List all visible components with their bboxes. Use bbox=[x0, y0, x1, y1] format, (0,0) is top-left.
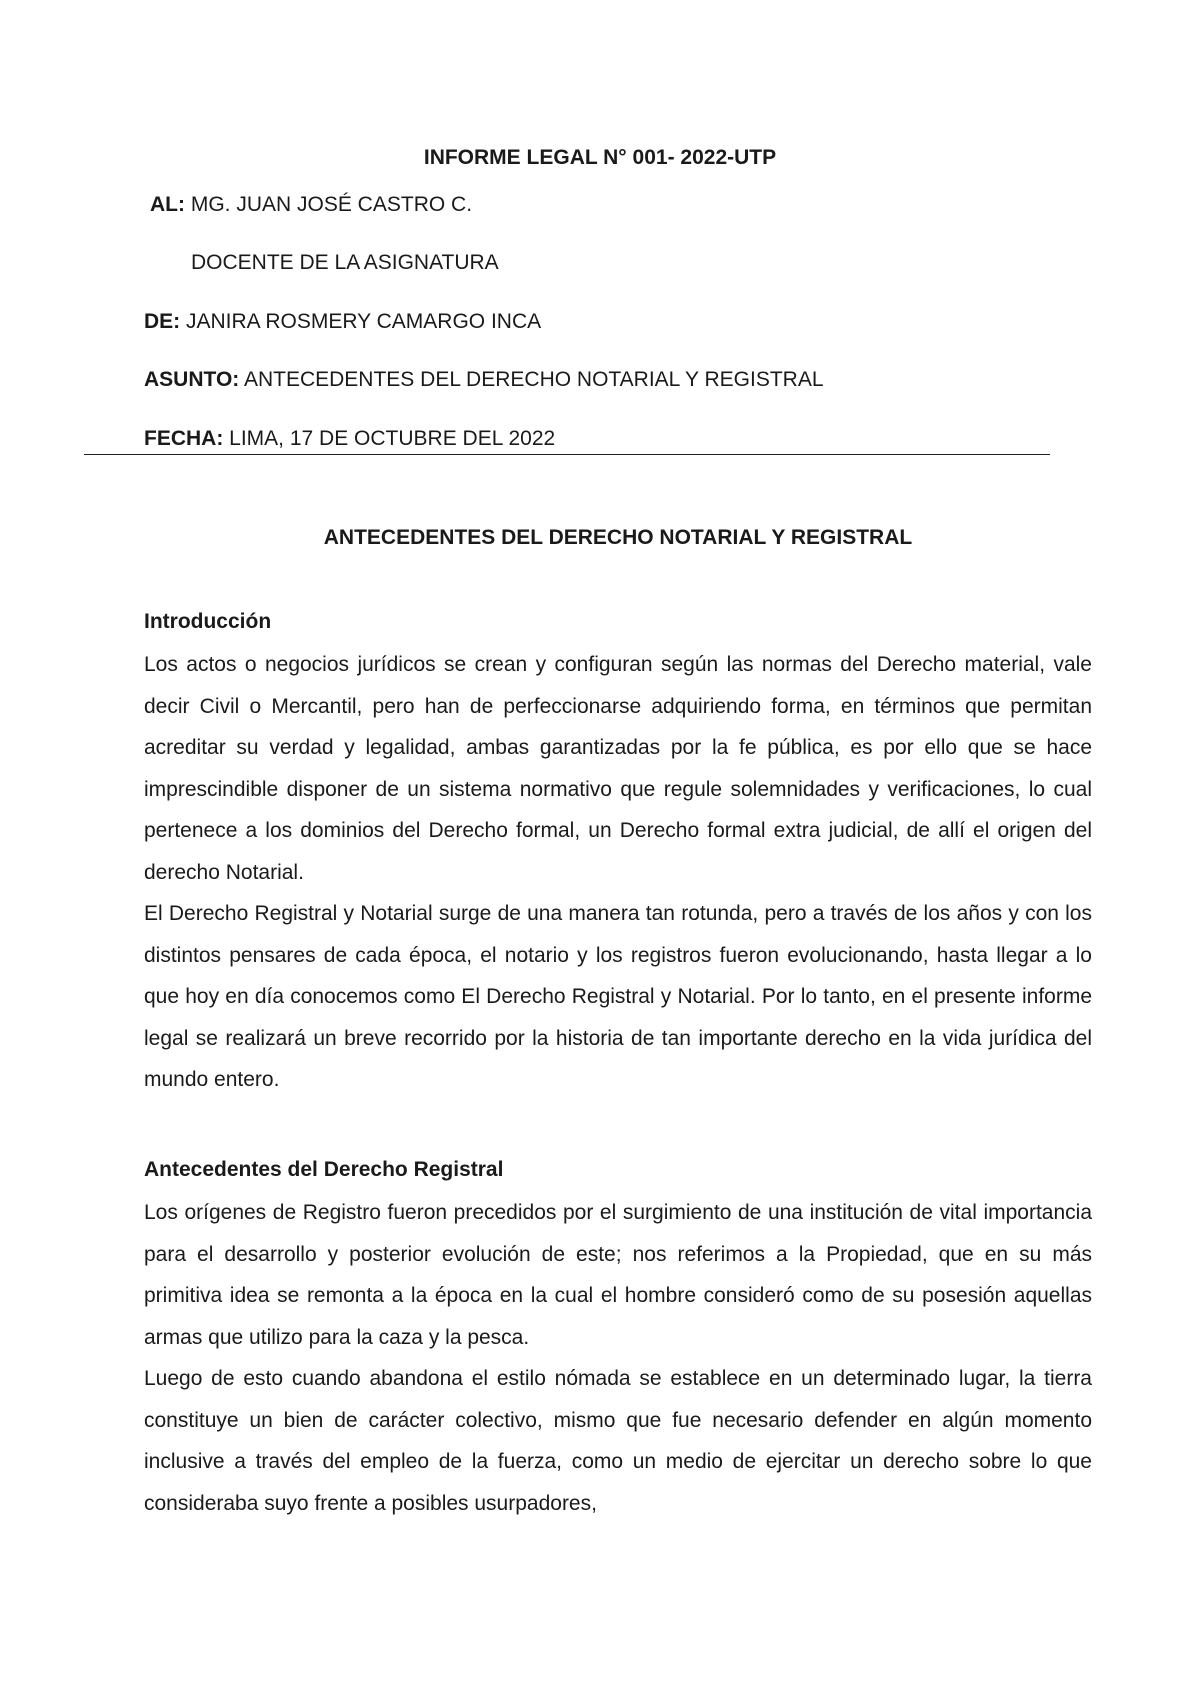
registral-body bbox=[144, 1192, 1092, 1524]
de-label: DE: bbox=[144, 310, 181, 333]
header-divider bbox=[84, 454, 1050, 455]
registral-heading: Antecedentes del Derecho Registral bbox=[144, 1158, 504, 1181]
de-value: JANIRA ROSMERY CAMARGO INCA bbox=[180, 310, 542, 333]
intro-heading: Introducción bbox=[144, 610, 272, 633]
section-title: ANTECEDENTES DEL DERECHO NOTARIAL Y REGISTRAL bbox=[323, 526, 913, 549]
intro-body bbox=[144, 644, 1092, 1101]
header-asunto bbox=[144, 367, 824, 393]
header-de bbox=[144, 309, 541, 335]
header-al-subtitle: DOCENTE DE LA ASIGNATURA bbox=[191, 251, 499, 274]
asunto-label: ASUNTO: bbox=[144, 368, 240, 391]
fecha-label: FECHA: bbox=[144, 427, 224, 450]
header-fecha bbox=[144, 426, 555, 452]
intro-paragraph-2: El Derecho Registral y Notarial surge de una manera tan rotunda, pero a través de los años y con los distintos pensares de cada época, el notario y los registros fueron evolucionando, hasta llegar a lo que hoy en día conocemos como El Derecho Registral y Notarial. Por lo tanto, en el presente informe legal se realizará un breve recorrido por la historia de tan importante derecho en la vida jurídica del mundo entero. bbox=[144, 902, 1092, 1091]
fecha-value: LIMA, 17 DE OCTUBRE DEL 2022 bbox=[223, 427, 556, 450]
registral-paragraph-1: Los orígenes de Registro fueron precedidos por el surgimiento de una institución de vital importancia para el desarrollo y posterior evolución de este; nos referimos a la Propiedad, que en su más primitiva idea se remonta a la época en la cual el hombre consideró como de su posesión aquellas armas que utilizo para la caza y la pesca. bbox=[144, 1201, 1092, 1349]
al-value: MG. JUAN JOSÉ CASTRO C. bbox=[185, 193, 473, 216]
header-al bbox=[150, 192, 472, 218]
registral-paragraph-2: Luego de esto cuando abandona el estilo nómada se establece en un determinado lugar, la tierra constituye un bien de carácter colectivo, mismo que fue necesario defender en algún momento inclusive a través del empleo de la fuerza, como un medio de ejercitar un derecho sobre lo que consideraba suyo frente a posibles usurpadores, bbox=[144, 1367, 1092, 1515]
intro-paragraph-1: Los actos o negocios jurídicos se crean y configuran según las normas del Derecho material, vale decir Civil o Mercantil, pero han de perfeccionarse adquiriendo forma, en términos que permitan acreditar su verdad y legalidad, ambas garantizadas por la fe pública, es por ello que se hace imprescindible disponer de un sistema normativo que regule solemnidades y verificaciones, lo cual pertenece a los dominios del Derecho formal, un Derecho formal extra judicial, de allí el origen del derecho Notarial. bbox=[144, 653, 1092, 884]
asunto-value: ANTECEDENTES DEL DERECHO NOTARIAL Y REGISTRAL bbox=[239, 368, 824, 391]
al-label: AL: bbox=[150, 193, 185, 216]
document-title: INFORME LEGAL N° 001- 2022-UTP bbox=[423, 146, 777, 169]
